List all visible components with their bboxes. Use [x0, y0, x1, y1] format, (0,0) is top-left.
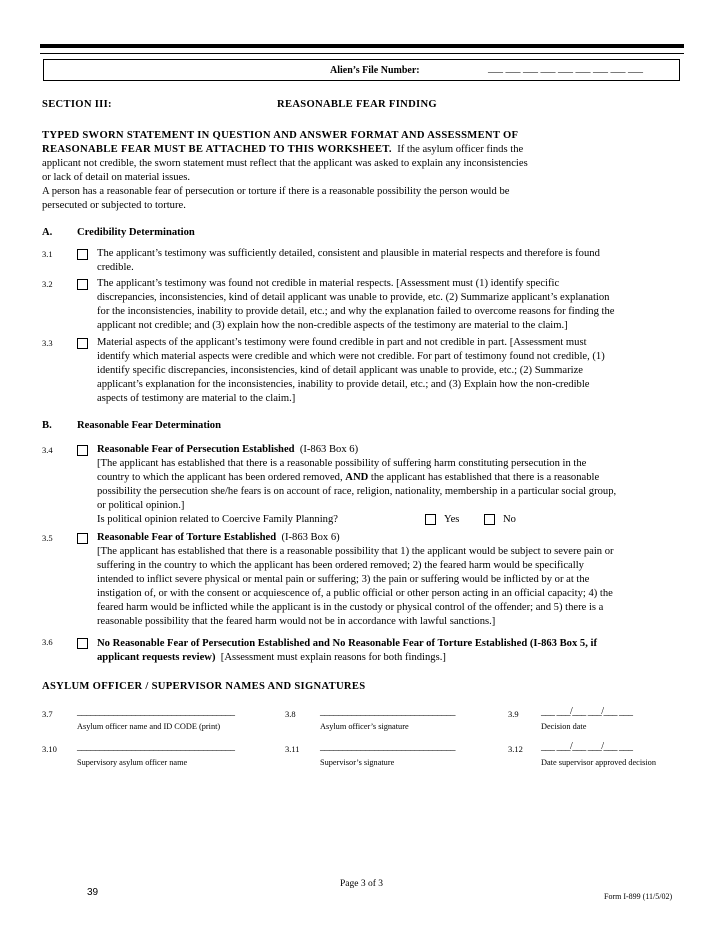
supervisor-name-label: Supervisory asylum officer name: [77, 758, 188, 767]
item-3-4-title-ref: (I-863 Box 6): [299, 444, 359, 455]
item-3-6-line-1: No Reasonable Fear of Persecution Established and No Reasonable Fear of Torture Established (I-863 Box 5, if: [97, 638, 597, 649]
item-3-5-line: suffering in the country to which the applicant has been ordered removed; 2) the feared harm would be specifically: [97, 560, 584, 571]
item-3-2-line: applicant not credible; and (3) explain how the non-credible aspects of the testimony are material to the claim.]: [97, 320, 568, 331]
item-3-4-line2-a: country to which the applicant has been ordered removed,: [97, 472, 343, 483]
page-indicator: Page 3 of 3: [340, 879, 384, 889]
item-number-3-4: 3.4: [42, 445, 53, 455]
item-number-3-11: 3.11: [285, 744, 300, 754]
alien-file-label: Alien’s File Number:: [330, 65, 420, 76]
item-number-3-12: 3.12: [508, 744, 523, 754]
part-a-title: Credibility Determination: [77, 227, 195, 238]
top-rule-thin: [40, 53, 684, 54]
item-3-4-title-bold: Reasonable Fear of Persecution Established: [97, 444, 295, 455]
part-b-letter: B.: [42, 420, 52, 431]
item-number-3-8: 3.8: [285, 709, 296, 719]
intro-line-2: [42, 143, 523, 157]
item-3-3-text: [97, 336, 687, 406]
checkbox-3-3[interactable]: [77, 338, 88, 349]
item-3-3-line: identify specific discrepancies, inconsistencies, kind of detail applicant was unable to provide, etc.; (2) Summarize: [97, 365, 583, 376]
item-number-3-7: 3.7: [42, 709, 53, 719]
supervisor-signature-label: Supervisor’s signature: [320, 758, 395, 767]
checkbox-cfp-yes[interactable]: [425, 514, 436, 525]
item-3-6-line-2: [97, 651, 687, 665]
item-3-2-line: for the inconsistencies, inability to provide detail, etc.; and why the explanation failed to overcome reasons for finding the: [97, 306, 615, 317]
top-rule-thick: [40, 44, 684, 48]
item-3-5-title: [97, 531, 687, 545]
item-3-4-and: AND: [345, 472, 369, 483]
item-number-3-10: 3.10: [42, 744, 57, 754]
checkbox-cfp-no[interactable]: [484, 514, 495, 525]
item-3-4-title: [97, 443, 687, 457]
officer-name-field[interactable]: ___________________________________: [77, 706, 235, 717]
form-id: Form I-899 (11/5/02): [604, 892, 673, 901]
intro-line-2-bold: REASONABLE FEAR MUST BE ATTACHED TO THIS WORKSHEET.: [42, 144, 392, 155]
supervisor-date-field[interactable]: ___ ___/___ ___/___ ___: [541, 741, 633, 752]
item-3-1-text: [97, 247, 687, 275]
item-3-5-text: [97, 531, 687, 629]
item-3-4-line: [The applicant has established that there is a reasonable possibility of suffering harm constituting persecution in the: [97, 458, 587, 469]
decision-date-label: Decision date: [541, 722, 587, 731]
cfp-no-label: No: [503, 514, 516, 525]
part-a-letter: A.: [42, 227, 53, 238]
item-3-5-line: feared harm would be inflicted while the applicant is in the custody or physical control of the offender; and 5) there is a: [97, 602, 604, 613]
item-3-5-line: intended to inflict severe physical or mental pain or suffering; 3) the pain or suffering would be inflicted by or at the: [97, 574, 590, 585]
intro-line-2-rest: If the asylum officer finds the: [397, 144, 524, 155]
officer-signature-label: Asylum officer’s signature: [320, 722, 409, 731]
item-3-5-line: reasonable possibility that the feared harm would not be in accordance with lawful sanctions.]: [97, 616, 496, 627]
checkbox-3-2[interactable]: [77, 279, 88, 290]
item-3-4-line: [97, 471, 687, 485]
item-number-3-5: 3.5: [42, 533, 53, 543]
supervisor-date-label: Date supervisor approved decision: [541, 758, 656, 767]
alien-file-number-box: [43, 59, 680, 81]
page-number: 39: [87, 887, 99, 898]
checkbox-3-5[interactable]: [77, 533, 88, 544]
intro-line-4: or lack of detail on material issues.: [42, 172, 190, 183]
intro-line-6: persecuted or subjected to torture.: [42, 200, 186, 211]
item-3-5-title-ref: (I-863 Box 6): [281, 532, 340, 543]
item-3-4-line: or political opinion.]: [97, 500, 185, 511]
supervisor-signature-field[interactable]: ______________________________: [320, 741, 455, 752]
item-3-4-line: possibility the persecution she/he fears is on account of race, religion, nationality, membership in a particular social group,: [97, 486, 617, 497]
decision-date-field[interactable]: ___ ___/___ ___/___ ___: [541, 706, 633, 717]
item-3-3-line: identify which material aspects were credible and which were not credible. For part of testimony found not credible, (1): [97, 351, 605, 362]
item-3-6-line-2-bold: applicant requests review): [97, 652, 216, 663]
item-number-3-1: 3.1: [42, 249, 53, 259]
item-number-3-3: 3.3: [42, 338, 53, 348]
item-3-3-line: aspects of testimony are material to the claim.]: [97, 393, 296, 404]
cfp-yes-label: Yes: [444, 514, 460, 525]
item-3-3-line: applicant’s explanation for the inconsistencies, inability to provide detail, etc.; and (3) Explain how the non-credible: [97, 379, 590, 390]
supervisor-name-field[interactable]: ___________________________________: [77, 741, 235, 752]
section-label: SECTION III:: [42, 99, 112, 110]
item-3-2-text: [97, 277, 687, 333]
item-3-1-line: credible.: [97, 262, 134, 273]
item-3-4-text: [97, 443, 687, 527]
item-number-3-9: 3.9: [508, 709, 519, 719]
checkbox-3-4[interactable]: [77, 445, 88, 456]
item-number-3-6: 3.6: [42, 637, 53, 647]
section-title: REASONABLE FEAR FINDING: [277, 99, 437, 110]
item-3-4-line2-b: the applicant has established that there is a reasonable: [370, 472, 600, 483]
officer-signature-field[interactable]: ______________________________: [320, 706, 455, 717]
item-3-5-title-bold: Reasonable Fear of Torture Established: [97, 532, 277, 543]
intro-line-3: applicant not credible, the sworn statement must reflect that the applicant was asked to explain any inconsistencies: [42, 158, 528, 169]
part-b-title: Reasonable Fear Determination: [77, 420, 221, 431]
item-number-3-2: 3.2: [42, 279, 53, 289]
checkbox-3-1[interactable]: [77, 249, 88, 260]
item-3-4-question: Is political opinion related to Coercive Family Planning?: [97, 514, 338, 525]
item-3-5-line: instigation of, or with the consent or acquiescence of, a public official or other person acting in an official capacity; 4) the: [97, 588, 613, 599]
item-3-2-line: discrepancies, inconsistencies, kind of detail applicant was unable to provide, etc. (2) Summarize applicant’s explanation: [97, 292, 610, 303]
item-3-2-line: The applicant’s testimony was found not credible in material respects. [Assessment must (1) identify specific: [97, 278, 560, 289]
item-3-6-line-2-rest: [Assessment must explain reasons for both findings.]: [220, 652, 446, 663]
intro-line-5: A person has a reasonable fear of persecution or torture if there is a reasonable possibility the person would be: [42, 186, 510, 197]
item-3-3-line: Material aspects of the applicant’s testimony were found credible in part and not credible in part. [Assessment must: [97, 337, 587, 348]
item-3-1-line: The applicant’s testimony was sufficiently detailed, consistent and plausible in material respects and therefore is found: [97, 248, 600, 259]
signatures-heading: ASYLUM OFFICER / SUPERVISOR NAMES AND SIGNATURES: [42, 681, 366, 692]
checkbox-3-6[interactable]: [77, 638, 88, 649]
alien-file-number-field[interactable]: ___ ___ ___ ___ ___ ___ ___ ___ ___: [488, 63, 643, 74]
item-3-6-text: [97, 637, 687, 665]
officer-name-label: Asylum officer name and ID CODE (print): [77, 722, 221, 731]
intro-line-1: TYPED SWORN STATEMENT IN QUESTION AND ANSWER FORMAT AND ASSESSMENT OF: [42, 130, 519, 141]
item-3-5-line: [The applicant has established that there is a reasonable possibility that 1) the applicant would be subject to severe pain or: [97, 546, 614, 557]
